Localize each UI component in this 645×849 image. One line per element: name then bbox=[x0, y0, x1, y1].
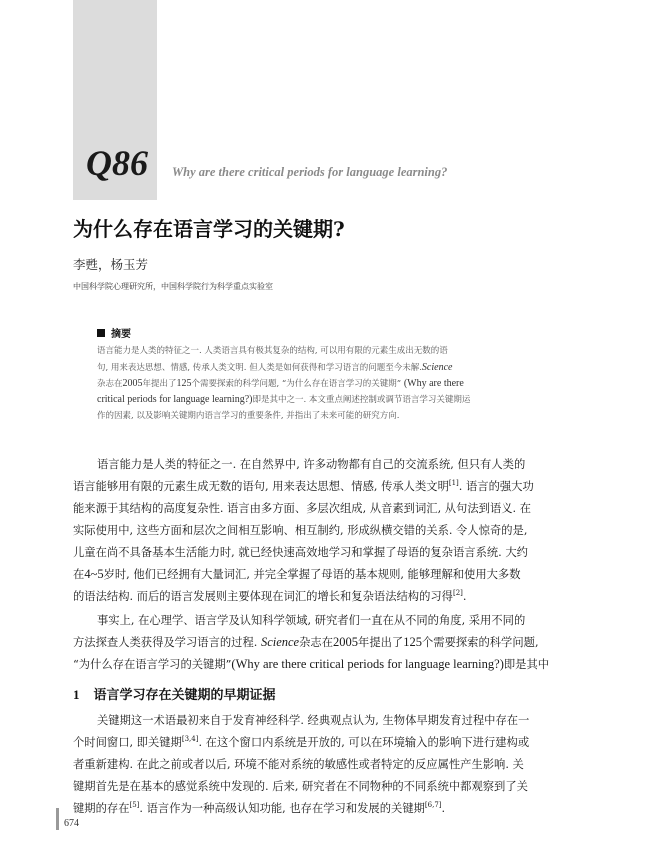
page-number: 674 bbox=[64, 818, 79, 829]
article-title: 为什么存在语言学习的关键期? bbox=[73, 217, 345, 241]
body-line: 方法探查人类获得及学习语言的过程. Science杂志在2005年提出了125个需要探索的科学问题, bbox=[73, 635, 539, 649]
body-line: 儿童在尚不具备基本生活能力时, 就已经快速高效地学习和掌握了母语的复杂语言系统. 大约 bbox=[73, 546, 528, 559]
body-line: “为什么存在语言学习的关键期”(Why are there critical periods for language learning?)即是其中 bbox=[73, 657, 550, 671]
body-line: 的语法结构. 而后的语言发展则主要体现在词汇的增长和复杂语法结构的习得[2]. bbox=[73, 589, 467, 603]
abstract-line: 句, 用来表达思想、情感, 传承人类文明. 但人类是如何获得和学习语言的问题至今未解.Science bbox=[97, 362, 453, 373]
question-subtitle: Why are there critical periods for language learning? bbox=[172, 165, 448, 179]
abstract-line: 语言能力是人类的特征之一. 人类语言具有极其复杂的结构, 可以用有限的元素生成出无数的语 bbox=[97, 346, 448, 356]
body-line: 语言能够用有限的元素生成无数的语句, 用来表达思想、情感, 传承人类文明[1]. 语言的强大功 bbox=[73, 479, 534, 493]
body-line: 事实上, 在心理学、语言学及认知科学领域, 研究者们一直在从不同的角度, 采用不同的 bbox=[97, 614, 526, 627]
body-line: 在4~5岁时, 他们已经拥有大量词汇, 并完全掌握了母语的基本规则, 能够理解和使用大多数 bbox=[73, 567, 521, 581]
article-affiliation: 中国科学院心理研究所，中国科学院行为科学重点实验室 bbox=[73, 282, 273, 291]
body-line: 者重新建构. 在此之前或者以后, 环境不能对系统的敏感性或者特定的反应属性产生影响. 关 bbox=[73, 758, 524, 771]
article-authors: 李甦，杨玉芳 bbox=[73, 257, 149, 272]
body-line: 关键期这一术语最初来自于发育神经科学. 经典观点认为, 生物体早期发育过程中存在一 bbox=[97, 714, 530, 727]
page-number-bar bbox=[56, 808, 59, 830]
body-line: 键期首先是在基本的感觉系统中发现的. 后来, 研究者在不同物种的不同系统中都观察到了关 bbox=[73, 780, 528, 793]
body-line: 键期的存在[5]. 语言作为一种高级认知功能, 也存在学习和发展的关键期[6,7]. bbox=[73, 801, 446, 815]
body-line: 能来源于其结构的高度复杂性. 语言由多方面、多层次组成, 从音素到词汇, 从句法到语义. 在 bbox=[73, 502, 532, 515]
section-heading: 1 语言学习存在关键期的早期证据 bbox=[73, 687, 276, 703]
square-bullet-icon bbox=[97, 329, 105, 337]
body-line: 语言能力是人类的特征之一. 在自然界中, 许多动物都有自己的交流系统, 但只有人类的 bbox=[97, 458, 526, 471]
question-number: Q86 bbox=[86, 143, 148, 183]
abstract-line: 杂志在2005年提出了125个需要探索的科学问题, “为什么存在语言学习的关键期” (Why are there bbox=[97, 378, 464, 389]
abstract-line: 作的因素, 以及影响关键期内语言学习的重要条件, 并指出了未来可能的研究方向. bbox=[97, 411, 400, 421]
abstract-line: critical periods for language learning?)即是其中之一. 本文重点阐述控制或调节语言学习关键期运 bbox=[97, 394, 471, 405]
body-line: 实际使用中, 这些方面和层次之间相互影响、相互制约, 形成纵横交错的关系. 令人惊奇的是, bbox=[73, 524, 528, 537]
abstract-heading: 摘要 bbox=[97, 325, 131, 340]
body-line: 个时间窗口, 即关键期[3,4]. 在这个窗口内系统是开放的, 可以在环境输入的影响下进行建构或 bbox=[73, 735, 530, 749]
